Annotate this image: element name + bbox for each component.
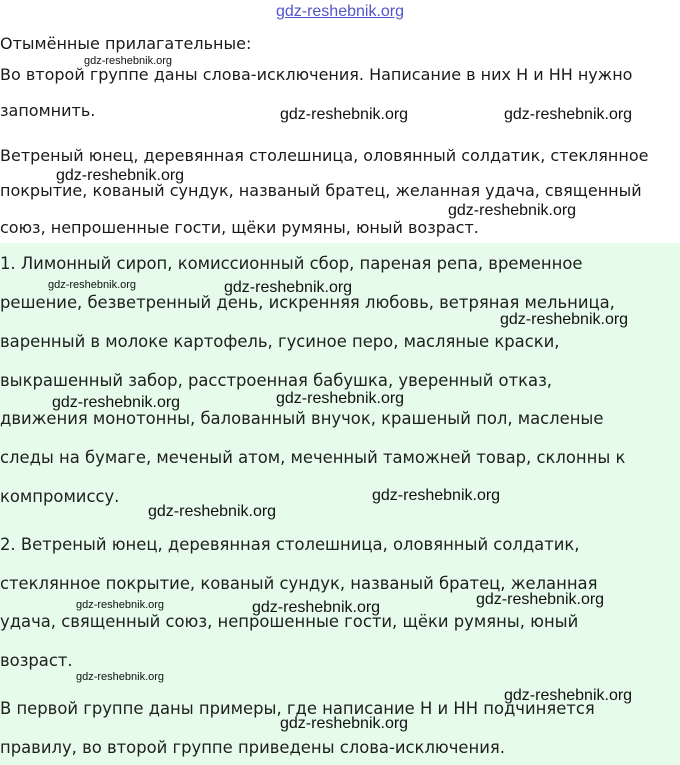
answer-line: стеклянное покрытие, кованый сундук, названый братец, желанная	[0, 574, 598, 593]
watermark: gdz-reshebnik.org	[500, 311, 629, 328]
watermark: gdz-reshebnik.org	[56, 167, 185, 184]
watermark: gdz-reshebnik.org	[52, 394, 181, 411]
watermark: gdz-reshebnik.org	[280, 715, 409, 732]
answer-line: следы на бумаге, меченый атом, меченный таможней товар, склонны к	[0, 448, 626, 467]
site-header-link[interactable]: gdz-reshebnik.org	[275, 3, 405, 20]
intro-text-line: Во второй группе даны слова-исключения. Написание в них Н и НН нужно	[0, 65, 633, 84]
answer-line: компромиссу.	[0, 487, 120, 506]
answer-line: возраст.	[0, 651, 73, 670]
answer-line: удача, священный союз, непрошенные гости, щёки румяны, юный	[0, 612, 579, 631]
watermark: gdz-reshebnik.org	[76, 671, 165, 683]
watermark: gdz-reshebnik.org	[48, 279, 137, 291]
answer-line: В первой группе даны примеры, где написание Н и НН подчиняется	[0, 699, 595, 718]
watermark: gdz-reshebnik.org	[276, 390, 405, 407]
intro-text-line: запомнить.	[0, 101, 96, 120]
answer-line: правилу, во второй группе приведены слова-исключения.	[0, 738, 505, 757]
task-words-line: Ветреный юнец, деревянная столешница, оловянный солдатик, стеклянное	[0, 146, 649, 165]
watermark: gdz-reshebnik.org	[448, 202, 577, 219]
watermark: gdz-reshebnik.org	[504, 106, 633, 123]
watermark: gdz-reshebnik.org	[84, 55, 173, 67]
watermark: gdz-reshebnik.org	[372, 487, 501, 504]
watermark: gdz-reshebnik.org	[280, 106, 409, 123]
watermark: gdz-reshebnik.org	[476, 591, 605, 608]
task-words-line: союз, непрошенные гости, щёки румяны, юный возраст.	[0, 218, 479, 237]
watermark: gdz-reshebnik.org	[224, 279, 353, 296]
answer-line: решение, безветренный день, искренняя любовь, ветряная мельница,	[0, 293, 615, 312]
answer-line: 2. Ветреный юнец, деревянная столешница, оловянный солдатик,	[0, 535, 580, 554]
task-words-line: покрытие, кованый сундук, названый братец, желанная удача, священный	[0, 181, 642, 200]
watermark: gdz-reshebnik.org	[252, 599, 381, 616]
answer-line: 1. Лимонный сироп, комиссионный сбор, пареная репа, временное	[0, 254, 583, 273]
watermark: gdz-reshebnik.org	[76, 599, 165, 611]
watermark: gdz-reshebnik.org	[148, 503, 277, 520]
answer-line: выкрашенный забор, расстроенная бабушка, уверенный отказ,	[0, 371, 553, 390]
watermark: gdz-reshebnik.org	[504, 687, 633, 704]
answer-line: движения монотонны, балованный внучок, крашеный пол, масленые	[0, 409, 604, 428]
intro-heading: Отымённые прилагательные:	[0, 34, 252, 53]
answer-line: варенный в молоке картофель, гусиное перо, масляные краски,	[0, 332, 560, 351]
